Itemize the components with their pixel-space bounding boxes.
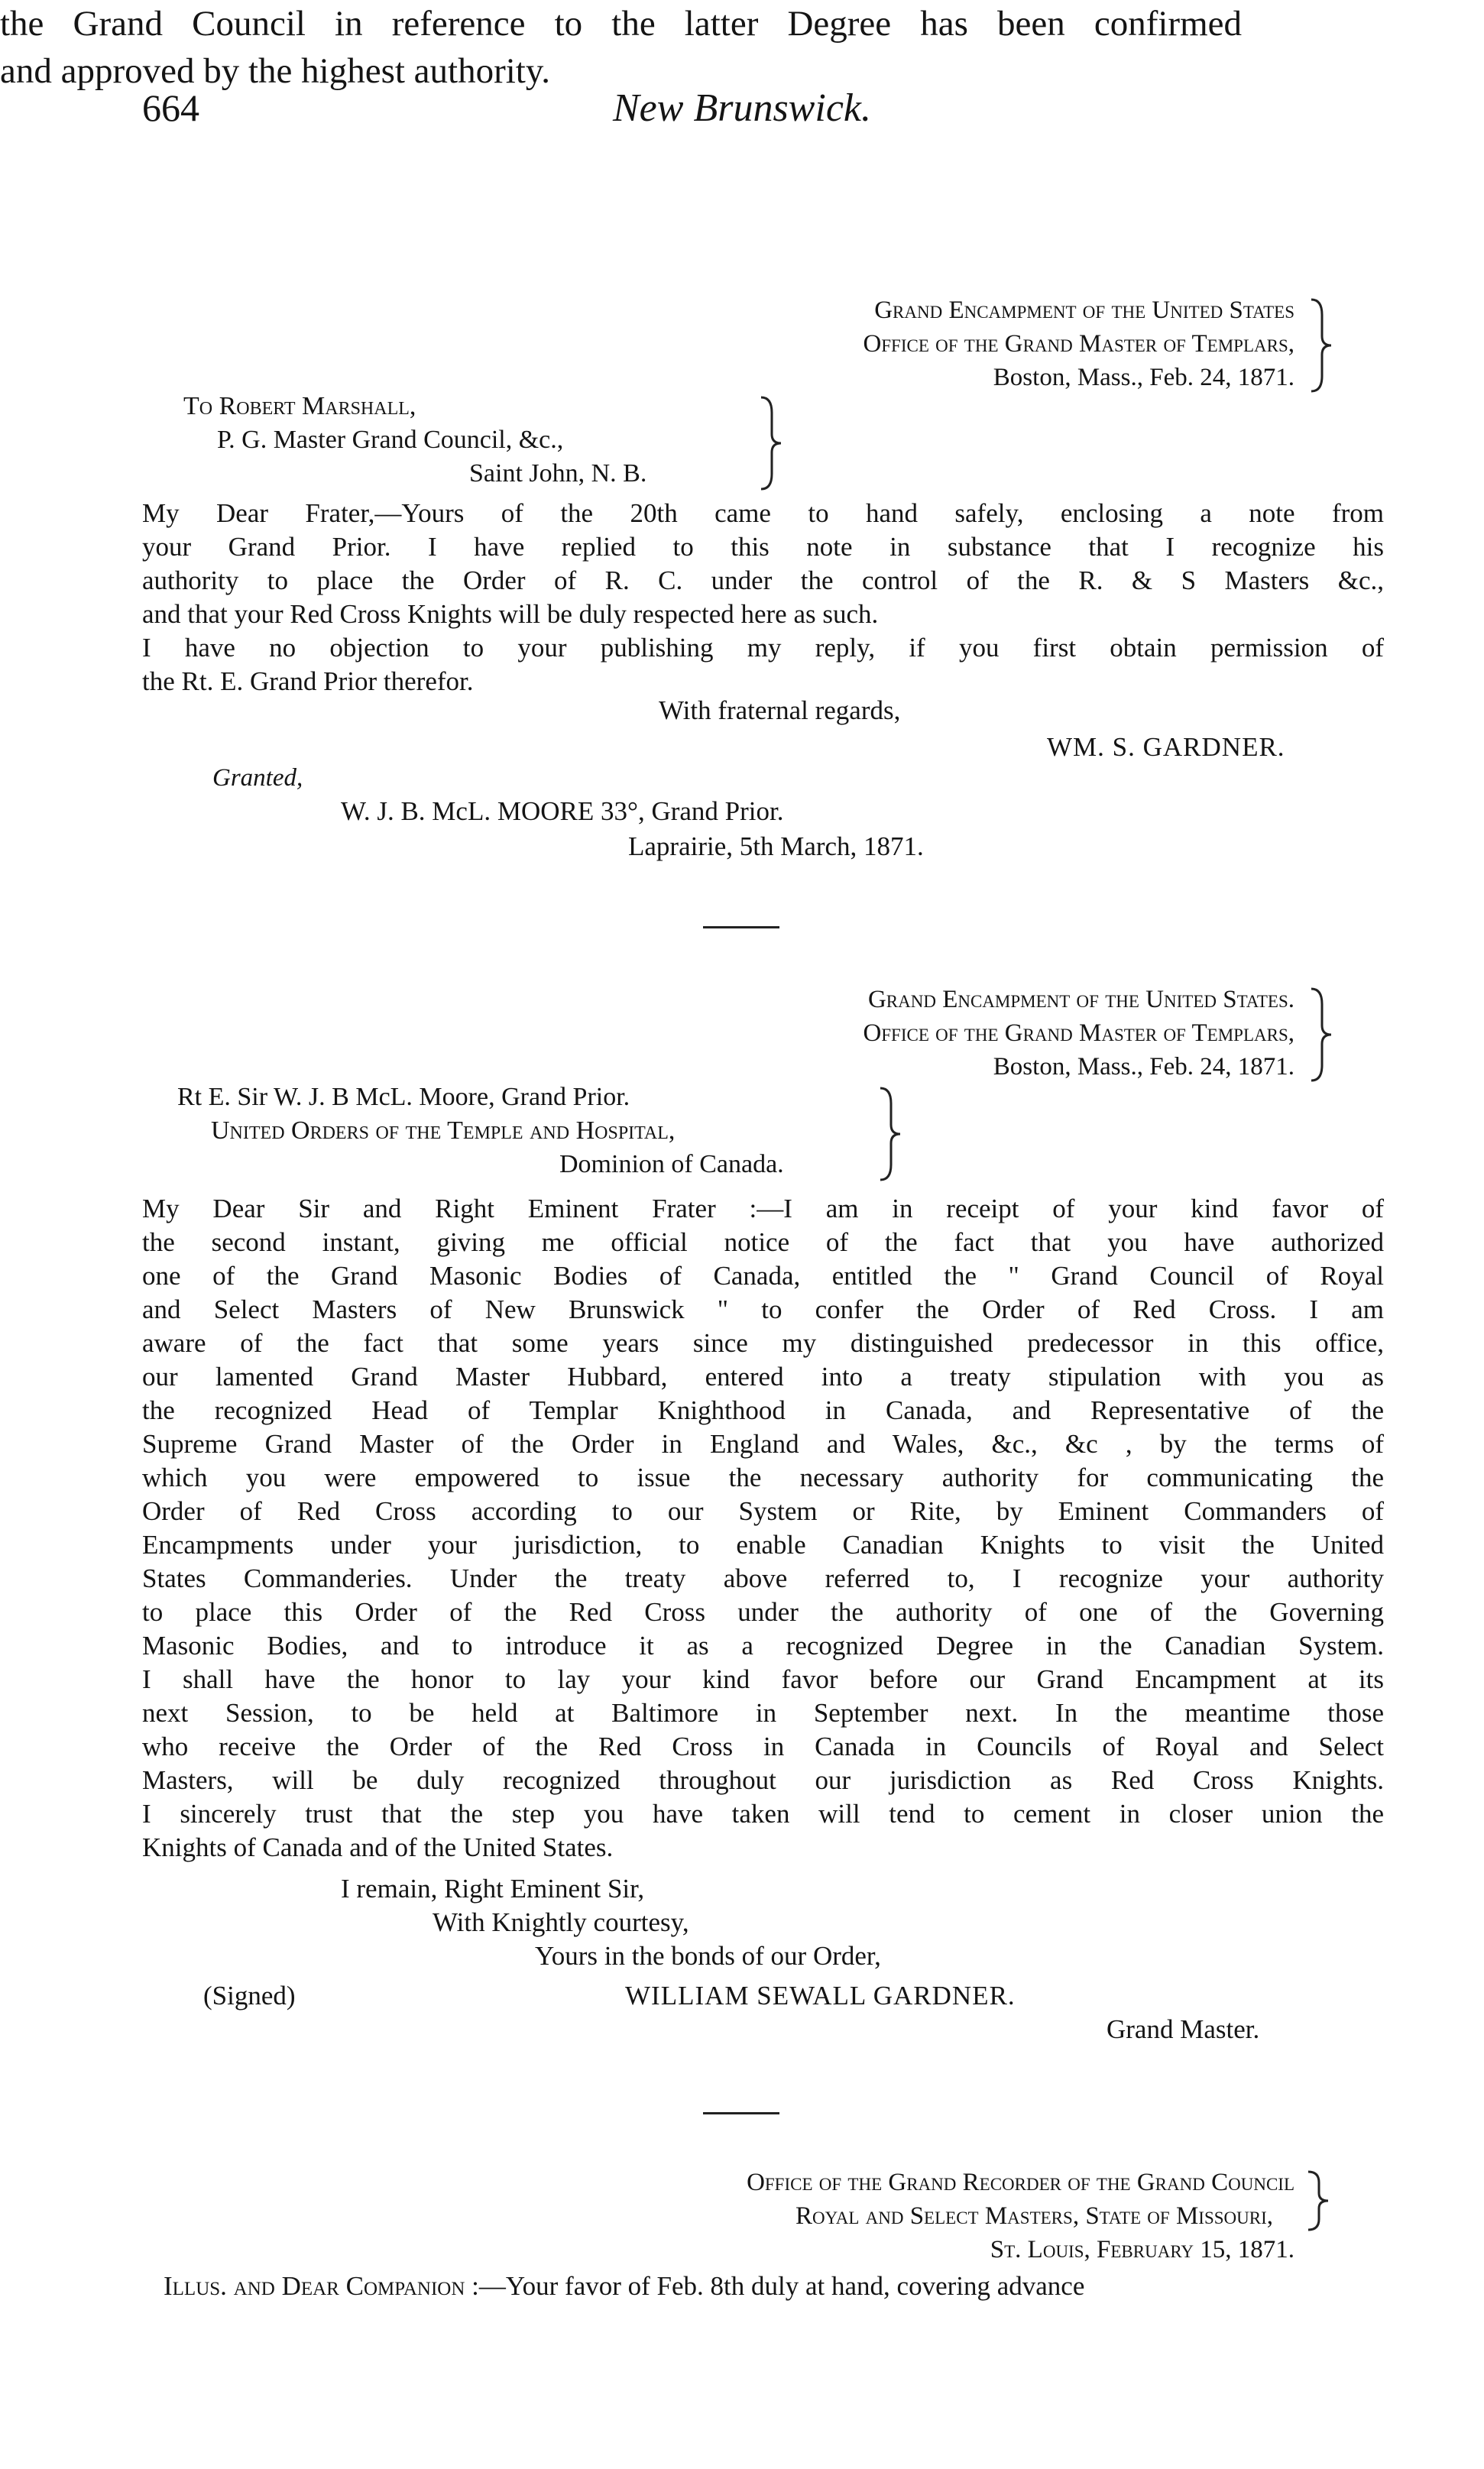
- heading-line: Office of the Grand Master of Templars,: [863, 330, 1294, 358]
- section-divider: [703, 926, 779, 928]
- letter2-heading: [657, 983, 1294, 1084]
- heading-line: Grand Encampment of the United States.: [867, 986, 1294, 1013]
- letter2-signature-title: Grand Master.: [1107, 2014, 1260, 2044]
- text-line: and Select Masters of New Brunswick " to confer the Order of Red Cross. I am: [142, 1294, 1384, 1324]
- text-line: I sincerely trust that the step you have taken will tend to cement in closer union the: [142, 1799, 1384, 1829]
- letter3-heading: [474, 2166, 1294, 2266]
- brace-icon: [755, 394, 789, 492]
- text-line: Masters, will be duly recognized throughout our jurisdiction as Red Cross Knights.: [142, 1765, 1384, 1795]
- addressee-line: Rt E. Sir W. J. B McL. Moore, Grand Prior.: [177, 1083, 630, 1111]
- section-divider: [703, 2112, 779, 2114]
- heading-line: Grand Encampment of the United States: [874, 296, 1294, 324]
- text-line: Encampments under your jurisdiction, to enable Canadian Knights to visit the United: [142, 1530, 1384, 1560]
- brace-icon: [1305, 296, 1339, 394]
- letter1-closing: With fraternal regards,: [659, 695, 901, 725]
- heading-line: Royal and Select Masters, State of Missouri,: [795, 2202, 1273, 2230]
- text-line: aware of the fact that some years since my distinguished predecessor in this office,: [142, 1328, 1384, 1358]
- heading-line: Boston, Mass., Feb. 24, 1871.: [993, 1053, 1294, 1081]
- text-line: the second instant, giving me official notice of the fact that you have authorized: [142, 1227, 1384, 1257]
- letter2-closing-line: I remain, Right Eminent Sir,: [341, 1874, 645, 1904]
- text-line: our lamented Grand Master Hubbard, entered into a treaty stipulation with you as: [142, 1362, 1384, 1392]
- text-line: the recognized Head of Templar Knighthood in Canada, and Representative of the: [142, 1395, 1384, 1425]
- text-line: I shall have the honor to lay your kind favor before our Grand Encampment at its: [142, 1664, 1384, 1694]
- text-line: one of the Grand Masonic Bodies of Canada, entitled the " Grand Council of Royal: [142, 1261, 1384, 1291]
- letter1-addressee: [183, 390, 772, 491]
- text-line: My Dear Frater,—Yours of the 20th came to hand safely, enclosing a note from: [142, 498, 1384, 528]
- letter1-signature: WM. S. GARDNER.: [1047, 732, 1285, 762]
- text-line: the Grand Council in reference to the latter Degree has been confirmed: [0, 4, 1242, 44]
- intro-paragraph: [0, 0, 1242, 95]
- text-line: and approved by the highest authority.: [0, 51, 551, 91]
- text-line: Knights of Canada and of the United States.: [142, 1832, 614, 1862]
- text-line: next Session, to be held at Baltimore in September next. In the meantime those: [142, 1698, 1384, 1728]
- letter2-closing-line: With Knightly courtesy,: [433, 1907, 689, 1937]
- text-line: your Grand Prior. I have replied to this note in substance that I recognize his: [142, 532, 1384, 562]
- signed-label: (Signed): [203, 1981, 296, 2011]
- addressee-line: Dominion of Canada.: [559, 1150, 784, 1178]
- letter1-heading: [657, 293, 1294, 394]
- text-line: States Commanderies. Under the treaty above referred to, I recognize your authority: [142, 1563, 1384, 1593]
- brace-icon: [874, 1085, 908, 1183]
- addressee-line: United Orders of the Temple and Hospital,: [211, 1116, 676, 1145]
- text-line: Masonic Bodies, and to introduce it as a recognized Degree in the Canadian System.: [142, 1631, 1384, 1661]
- letter3-opening: [164, 2271, 1383, 2302]
- addressee-line: To Robert Marshall,: [183, 392, 416, 420]
- text-line: who receive the Order of the Red Cross in Canada in Councils of Royal and Select: [142, 1732, 1384, 1761]
- text-line: —Your favor of Feb. 8th duly at hand, covering advance: [478, 2271, 1085, 2301]
- granted-place-date: Laprairie, 5th March, 1871.: [628, 831, 924, 861]
- page-number: 664: [142, 86, 199, 129]
- brace-icon: [1305, 986, 1339, 1084]
- text-line: authority to place the Order of R. C. under the control of the R. & S Masters &c.,: [142, 565, 1384, 595]
- letter1-body: [142, 497, 1384, 698]
- text-line: and that your Red Cross Knights will be duly respected here as such.: [142, 599, 879, 629]
- text-line: which you were empowered to issue the necessary authority for communicating the: [142, 1463, 1384, 1492]
- brace-icon: [1302, 2169, 1336, 2233]
- letter2-body: [142, 1192, 1384, 1865]
- text-line: My Dear Sir and Right Eminent Frater :—I am in receipt of your kind favor of: [142, 1194, 1384, 1223]
- running-title: New Brunswick.: [613, 86, 871, 130]
- letter2-addressee: [177, 1081, 880, 1181]
- addressee-line: Saint John, N. B.: [469, 459, 647, 488]
- salutation: Illus. and Dear Companion :: [164, 2271, 479, 2301]
- text-line: to place this Order of the Red Cross under the authority of one of the Governing: [142, 1597, 1384, 1627]
- addressee-line: P. G. Master Grand Council, &c.,: [217, 426, 564, 454]
- letter2-signature: WILLIAM SEWALL GARDNER.: [625, 1981, 1016, 2011]
- heading-line: Boston, Mass., Feb. 24, 1871.: [993, 364, 1294, 391]
- granted-by: W. J. B. McL. MOORE 33°, Grand Prior.: [341, 796, 784, 826]
- granted-label: Granted,: [212, 764, 303, 792]
- text-line: Order of Red Cross according to our System or Rite, by Eminent Commanders of: [142, 1496, 1384, 1526]
- heading-line: Office of the Grand Recorder of the Grand Council: [747, 2169, 1294, 2196]
- heading-line: Office of the Grand Master of Templars,: [863, 1019, 1294, 1047]
- letter2-closing-line: Yours in the bonds of our Order,: [535, 1941, 881, 1971]
- text-line: the Rt. E. Grand Prior therefor.: [142, 666, 474, 696]
- text-line: Supreme Grand Master of the Order in England and Wales, &c., &c , by the terms of: [142, 1429, 1384, 1459]
- heading-line: St. Louis, February 15, 1871.: [990, 2236, 1294, 2263]
- text-line: I have no objection to your publishing my reply, if you first obtain permission of: [142, 633, 1384, 663]
